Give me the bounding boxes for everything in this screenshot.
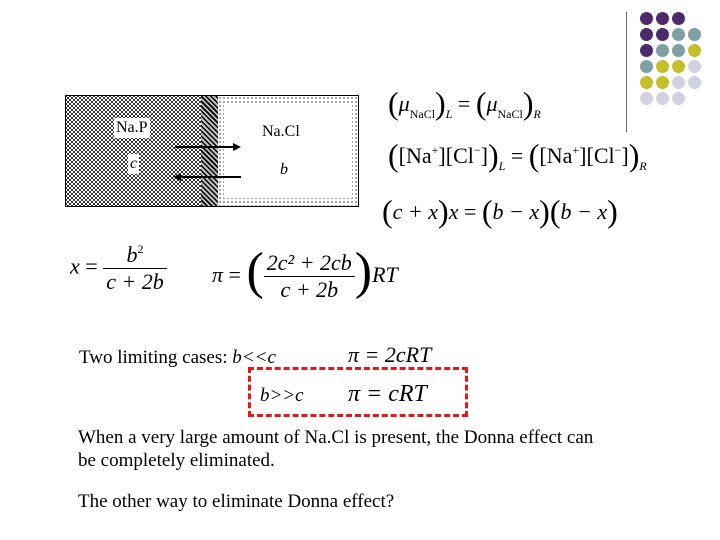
decorative-dot [672, 76, 685, 89]
decorative-dot [656, 60, 669, 73]
decorative-dot [640, 60, 653, 73]
osmotic-pressure-equation: π = ( $\frac{\text{2c² + 2cb}}{c + 2b}$ )RT [212, 243, 398, 303]
decorative-dot [688, 60, 701, 73]
case2-condition: b>>c [260, 385, 304, 406]
donnan-membrane-diagram [65, 95, 359, 207]
exchange-arrows [171, 139, 243, 181]
decorative-dot-grid [636, 9, 720, 113]
decorative-dot [672, 60, 685, 73]
chemical-potential-equation: $(\mu_{NaCl})_L = (\mu_{NaCl})_R$ [388, 85, 541, 121]
decorative-dot [672, 12, 685, 25]
decorative-dot [640, 76, 653, 89]
decorative-dot [640, 12, 653, 25]
decorative-dot [688, 44, 701, 57]
decorative-dot [656, 28, 669, 41]
right-compartment-inner [224, 104, 352, 198]
decorative-dot [656, 76, 669, 89]
decorative-dot [656, 92, 669, 105]
decorative-dot [688, 76, 701, 89]
arrow-right-head [233, 143, 241, 151]
ion-product-equation: $([Na^+][Cl^-])_L = ([Na^+][Cl^-])_R$ [388, 137, 647, 173]
decorative-dot [640, 28, 653, 41]
right-solute-label: Na.Cl [262, 123, 300, 140]
decorative-dot [656, 12, 669, 25]
paragraph-donnan-elimination: When a very large amount of Na.Cl is present, the Donna effect can be completely eliminated. [78, 427, 594, 471]
x-solution-equation: x = $\frac{b^2}{c + 2b}$ [70, 244, 167, 293]
decorative-dot [640, 92, 653, 105]
pi-fraction: $\frac{\text{2c² + 2cb}}{c + 2b}$ [264, 252, 355, 301]
decorative-dot [672, 92, 685, 105]
decorative-dot [672, 28, 685, 41]
decorative-dot [656, 44, 669, 57]
decorative-divider-line [626, 12, 627, 132]
decorative-dot [640, 44, 653, 57]
x-fraction: $\frac{b^2}{c + 2b}$ [103, 244, 167, 293]
limiting-cases-line: Two limiting cases: b<<c [79, 347, 276, 368]
equilibrium-equation: (c + x)x = (b − x)(b − x) [382, 193, 618, 229]
decorative-dot [688, 28, 701, 41]
paragraph-question: The other way to eliminate Donna effect? [78, 491, 395, 512]
left-solute-label: Na.P [116, 119, 148, 136]
case2-equation: π = cRT [348, 381, 427, 407]
arrow-left-head [173, 173, 181, 181]
left-concentration-label: c [130, 155, 138, 172]
case1-equation: π = 2cRT [348, 342, 432, 367]
decorative-dot [672, 44, 685, 57]
right-concentration-label: b [280, 161, 288, 178]
